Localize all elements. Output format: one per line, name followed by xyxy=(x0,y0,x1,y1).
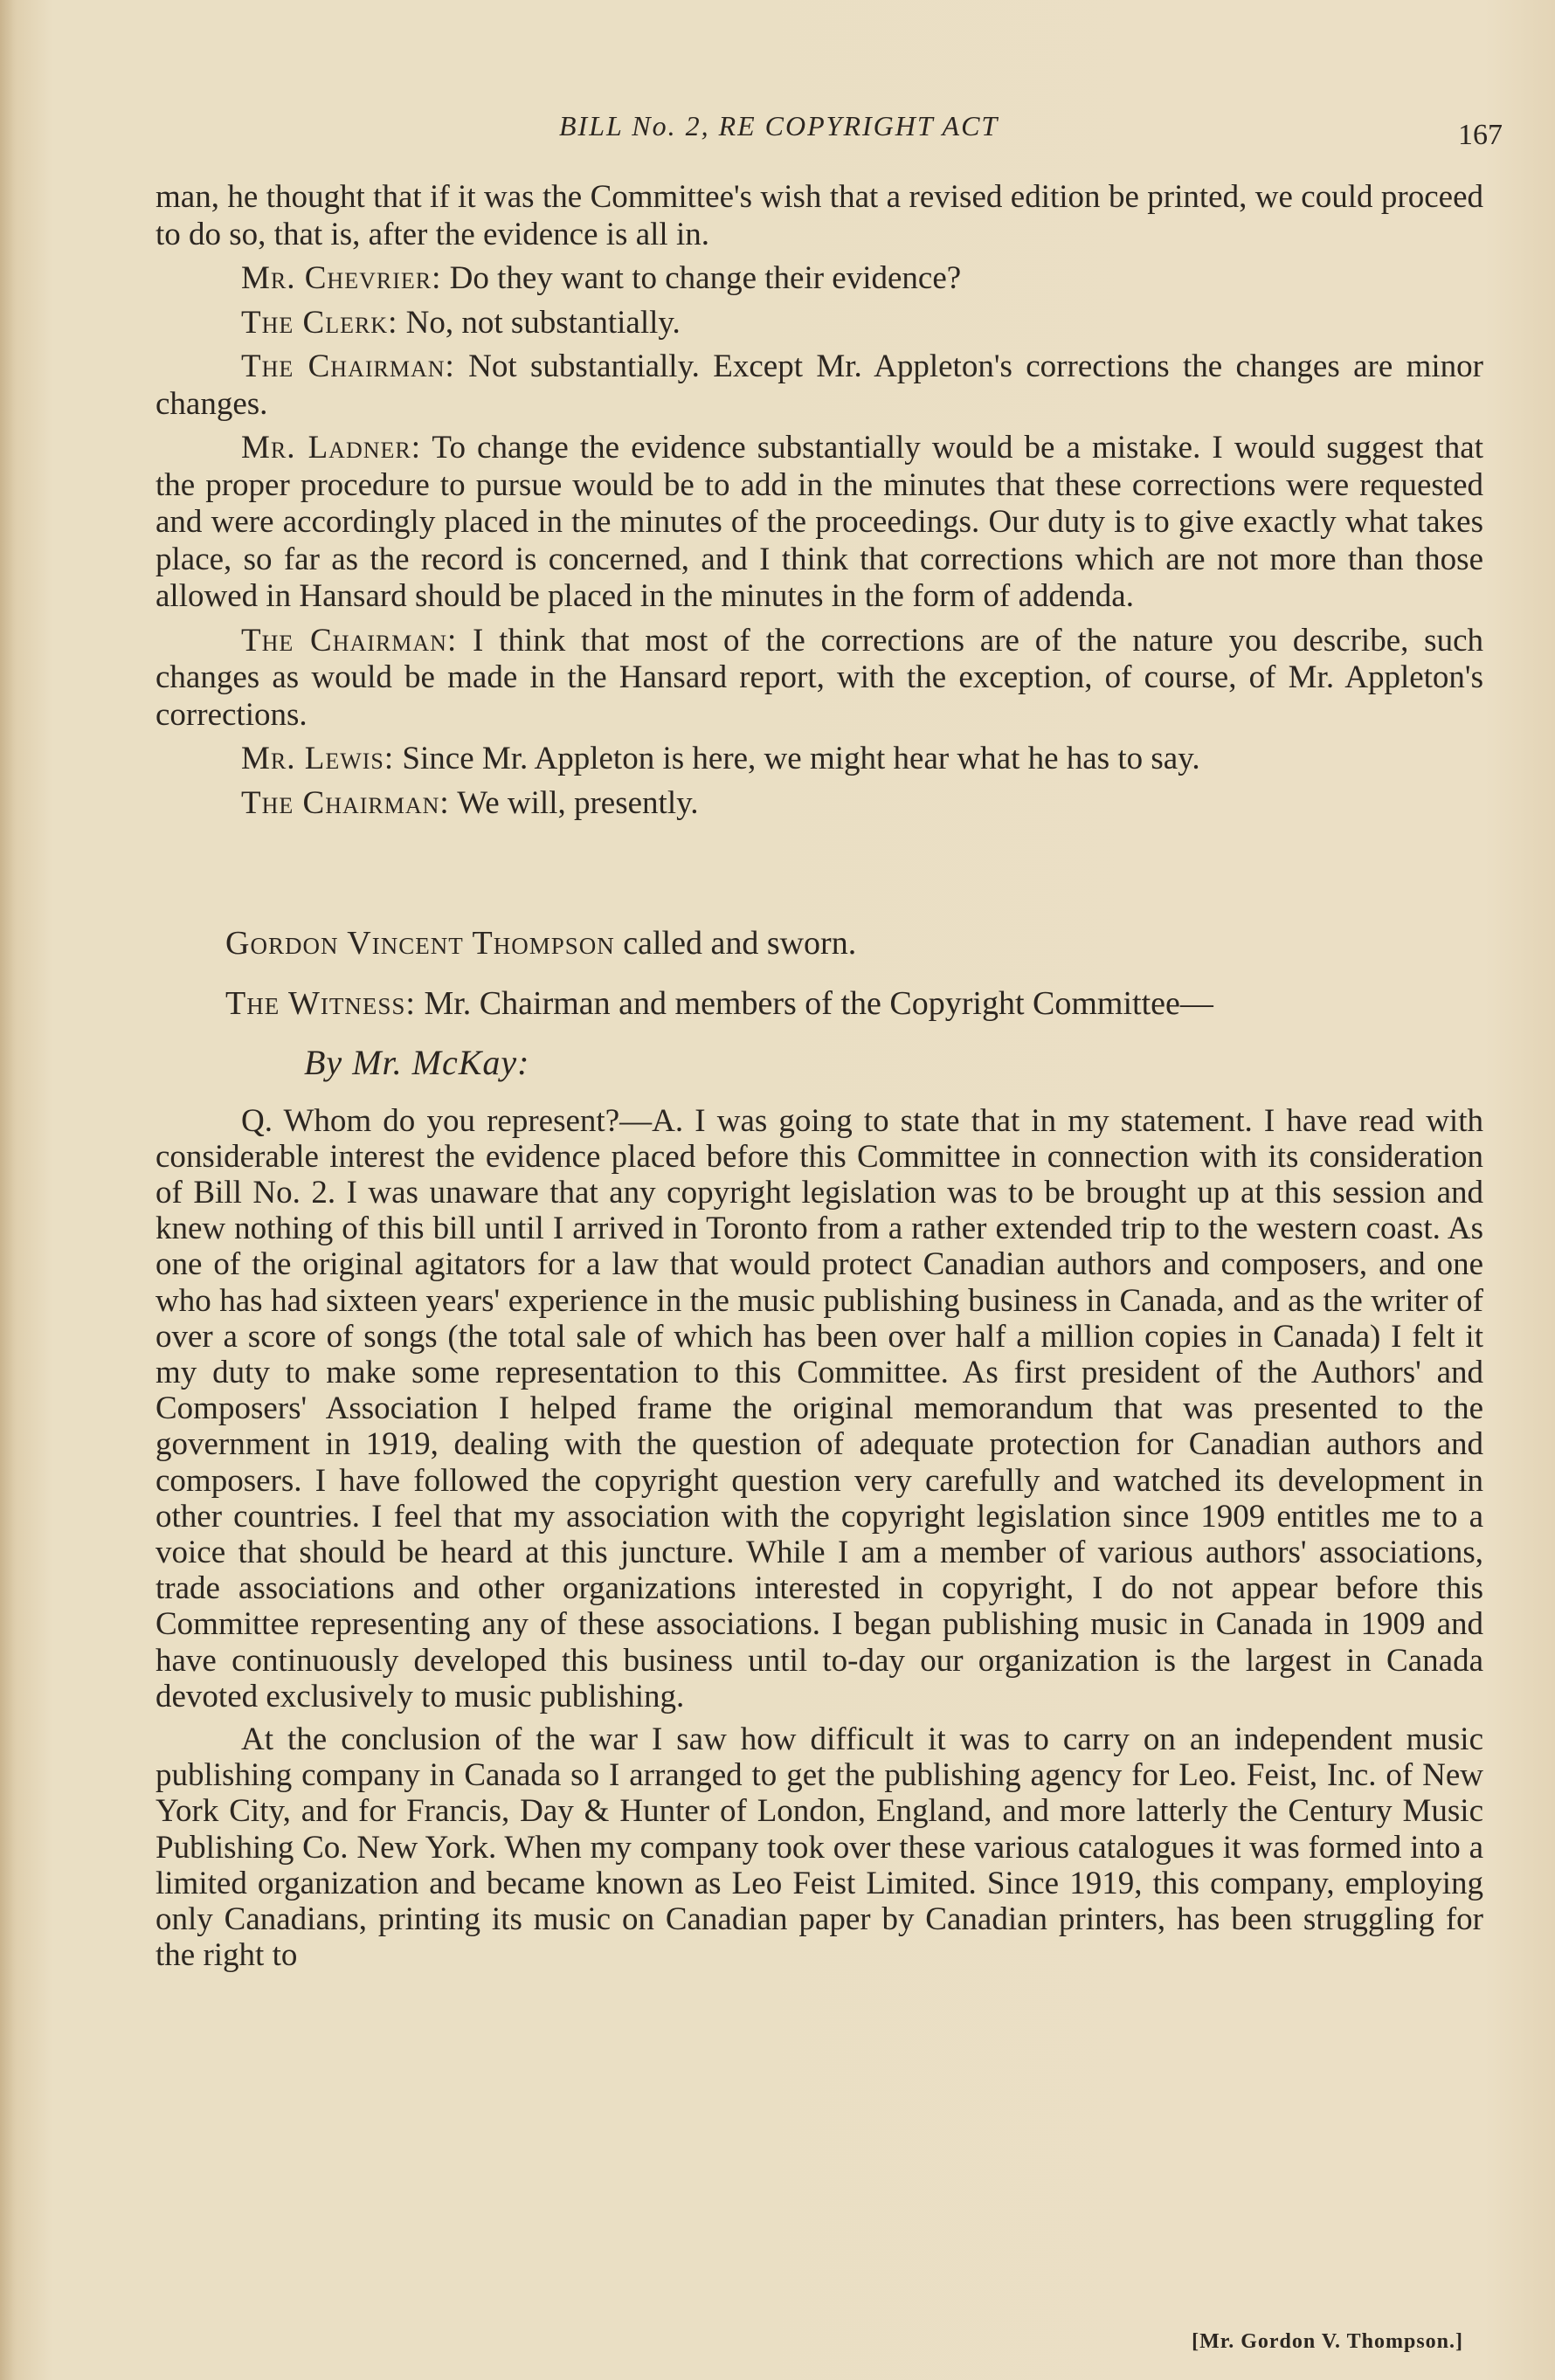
paragraph xyxy=(156,1103,1483,1714)
paragraph-text: Mr. Chairman and members of the Copyright Committee— xyxy=(415,984,1213,1022)
paragraph xyxy=(156,260,1483,298)
paragraph-text: To change the evidence substantially would be a mistake. I would suggest that the proper procedure to pursue would be to add in the minutes that these corrections were requested and were accordingly placed in the minutes of the proceedings. Our duty is to give exactly what takes place, so far as the record is concerned, and I think that corrections which are not more than those allowed in Hansard should be placed in the minutes in the form of addenda. xyxy=(156,430,1483,614)
footer-attribution: [Mr. Gordon V. Thompson.] xyxy=(1192,2330,1463,2353)
speaker-name: The Clerk: xyxy=(241,304,398,341)
paragraph-text: Since Mr. Appleton is here, we might hear what he has to say. xyxy=(394,741,1200,776)
paragraph-text: Not substantially. Except Mr. Appleton's corrections the changes are minor changes. xyxy=(156,348,1483,422)
page-body xyxy=(156,179,1483,1980)
page-header xyxy=(559,103,1503,155)
paragraph xyxy=(156,348,1483,423)
paragraph xyxy=(156,179,1483,253)
speaker-name: Mr. Ladner: xyxy=(241,430,422,466)
section-gap xyxy=(156,829,1483,925)
paragraph xyxy=(156,430,1483,616)
witness-name: Gordon Vincent Thompson xyxy=(225,925,615,962)
speaker-name: The Witness: xyxy=(225,984,416,1022)
paragraph-text: Do they want to change their evidence? xyxy=(441,260,962,296)
speaker-name: The Chairman: xyxy=(241,784,450,821)
paragraph xyxy=(156,785,1483,823)
speaker-name: The Chairman: xyxy=(241,622,458,659)
speaker-name: Mr. Lewis: xyxy=(241,741,395,776)
speaker-name: The Chairman: xyxy=(241,348,455,384)
paragraph-text: I think that most of the corrections are of the nature you describe, such changes as would be made in the Hansard report, with the exception, of course, of Mr. Appleton's corrections. xyxy=(156,622,1483,733)
paragraph-text: At the conclusion of the war I saw how difficult it was to carry on an independent music publishing company in Canada so I arranged to get the publishing agency for Leo. Feist, Inc. of New York City, and for Francis, Day & Hunter of London, England, and more latterly the Century Music Publishing Co. New York. When my company took over these various catalogues it was formed into a limited organization and became known as Leo Feist Limited. Since 1919, this company, employing only Canadians, printing its music on Canadian paper by Canadian printers, has been struggling for the right to xyxy=(156,1721,1483,1974)
page-number: 167 xyxy=(1458,119,1503,151)
paragraph xyxy=(156,741,1483,778)
witness-statement xyxy=(225,985,1483,1023)
paragraph xyxy=(156,1721,1483,1973)
paragraph xyxy=(156,623,1483,735)
paragraph-text: No, not substantially. xyxy=(397,304,681,341)
paragraph xyxy=(156,305,1483,342)
paragraph-text: We will, presently. xyxy=(449,784,699,821)
running-head: BILL No. 2, RE COPYRIGHT ACT xyxy=(559,110,999,141)
witness-intro-text: called and sworn. xyxy=(614,925,857,962)
witness-intro xyxy=(225,925,1483,962)
paragraph-text: man, he thought that if it was the Committee's wish that a revised edition be printed, we could proceed to do so, that is, after the evidence is all in. xyxy=(156,179,1483,252)
examiner-byline: By Mr. McKay: xyxy=(304,1043,530,1082)
speaker-name: Mr. Chevrier: xyxy=(241,260,442,296)
paragraph-text: Q. Whom do you represent?—A. I was going to state that in my statement. I have read with considerable interest the evidence placed before this Committee in connection with its consideration of Bill No. 2. I was unaware that any copyright legislation was to be brought up at this session and knew nothing of this bill until I arrived in Toronto from a rather extended trip to the western coast. As one of the original agitators for a law that would protect Canadian authors and composers, and one who has had sixteen years' experience in the music publishing business in Canada, and as the writer of over a score of songs (the total sale of which has been over half a million copies in Canada) I felt it my duty to make some representation to this Committee. As first president of the Authors' and Composers' Association I helped frame the original memorandum that was presented to the government in 1919, dealing with the question of adequate protection for Canadian authors and composers. I have followed the copyright question very carefully and watched its development in other countries. I feel that my association with the copyright legislation since 1909 entitles me to a voice that should be heard at this juncture. While I am a member of various authors' associations, trade associations and other organizations interested in copyright, I do not appear before this Committee representing any of these associations. I began publishing music in Canada in 1909 and have continuously developed this business until to-day our organization is the largest in Canada devoted exclusively to music publishing. xyxy=(156,1102,1483,1714)
